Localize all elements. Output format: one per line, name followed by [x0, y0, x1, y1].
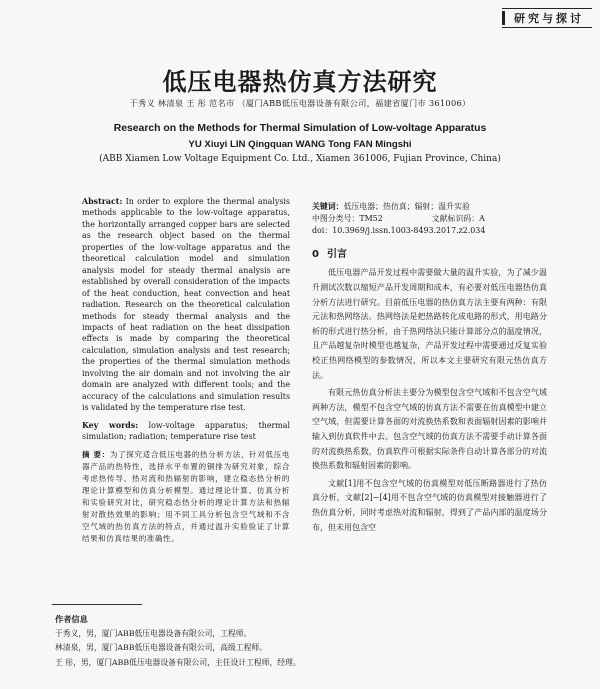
right-column — [312, 201, 547, 538]
doi: doi：10.3969/j.issn.1003-8493.2017.z2.034 — [312, 226, 486, 235]
author-info — [55, 612, 575, 670]
abstract-cn — [82, 449, 290, 545]
authors-en: YU Xiuyi LIN Qingquan WANG Tong FAN Mingshi — [188, 139, 412, 150]
keywords-en — [82, 420, 290, 443]
paper-title-cn: 低压电器热仿真方法研究 — [162, 68, 438, 96]
abstract-cn-label: 摘 要： — [82, 449, 110, 459]
intro-paragraph-1: 低压电器产品开发过程中需要做大量的温升实验，为了减少温升测试次数以缩短产品开发周期和成本，有必要对低压电器热仿真分析方法进行研究。目前低压电器的热仿真方法主要有两种：有限元法和热网络法。热网络法是把热路转化成电路的形式，用电路分析的形式进行热分析，由于热网络法只能计算部分点的温度情况，且产品越复杂时模型也越复杂，产品开发过程中需要通过反复实验校正热网络模型的参数情况，所以本文主要研究有限元热仿真方法。 — [312, 268, 547, 380]
affiliation-en: (ABB Xiamen Low Voltage Equipment Co. Ltd., Xiamen 361006, Fujian Province, China) — [99, 154, 501, 164]
abstract-cn-text: 为了探究适合低压电器的热分析方法，针对低压电器产品的热特性，选择水平布置的铜排为研究对象，综合考虑热传导、热对流和热辐射的影响，建立稳态热分析的理论计算模型和仿真分析模型。通过理论计算、仿真分析和实验研究对比，研究稳态热分析的理论计算方法和热辐射对散热效果的影响；用不同工具分析包含空气域和不含空气域的热仿真方法的特点，并通过温升实验验证了计算结果和仿真结果的准确性。 — [82, 449, 291, 543]
keywords-cn-label: 关键词： — [312, 202, 344, 211]
authors-cn: 于秀义 林清泉 王 彤 范名市 （厦门ABB低压电器设备有限公司，福建省厦门市 361006） — [129, 98, 471, 108]
keywords-cn-text: 低压电器；热仿真；辐射；温升实验 — [343, 202, 470, 211]
abstract-en — [82, 196, 290, 414]
author-info-line: 林清泉，男，厦门ABB低压电器设备有限公司，高级工程师。 — [55, 643, 268, 652]
author-info-line: 王 彤，男，厦门ABB低压电器设备有限公司，主任设计工程师，经理。 — [55, 657, 301, 667]
keywords-cn — [312, 201, 547, 213]
section-title: 引言 — [326, 249, 347, 260]
keywords-en-label: Key words: — [82, 420, 139, 430]
left-column — [82, 196, 290, 545]
section-number: 0 — [312, 249, 319, 260]
author-info-line: 于秀义，男，厦门ABB低压电器设备有限公司，工程师。 — [55, 628, 252, 638]
doc-code: 文献标识码：A — [431, 214, 485, 223]
section-tag — [502, 8, 592, 28]
abstract-en-label: Abstract: — [82, 197, 123, 206]
intro-paragraph-3: 文献[1]用不包含空气域的仿真模型对低压断路器进行了热仿真分析，文献[2]~[4]用不包含空气域的仿真模型对接触器进行了热仿真分析，同时考虑热对流和辐射，得到了产品内部的温度场分布，但未用包含空 — [312, 478, 547, 532]
section-tag-bar — [502, 11, 505, 25]
intro-paragraph-2: 有限元热仿真分析法主要分为模型包含空气域和不包含空气域两种方法，模型不包含空气域的仿真方法不需要在仿真模型中建立空气域，但需要计算各面的对流换热系数和表面辐射因素的影响并输入到仿真软件中去。包含空气域的仿真方法不需要手动计算各面的对流换热系数，仿真软件可根据实际条件自动计算各部分的对流换热系数和辐射因素的影响。 — [312, 388, 547, 471]
abstract-en-text: In order to explore the thermal analysis methods applicable to the low-voltage apparatus, the horizontally arranged copper bars are selected as the research object based on the thermal properties of the low-voltage apparatus and the theoretical calculation model and simulation analysis model for steady thermal analysis are established by overall consideration of the impacts of the heat conduction, heat convection and heat radiation. Research on the theoretical calculation methods for steady thermal analysis and the impacts of heat radiation on the heat dissipation effects is made by comparing the theoretical calculation, simulation analysis and test research; the properties of the thermal simulation methods involving the air domain and not involving the air domain are analyzed with different tools; and the accuracy of the calculations and simulation results is validated by the temperature rise test. — [82, 197, 290, 413]
author-info-title: 作者信息 — [55, 614, 88, 624]
classification-line — [312, 213, 547, 225]
section-heading — [312, 249, 547, 260]
clc-number: 中图分类号：TM52 — [312, 214, 383, 223]
footnote-rule — [52, 604, 142, 605]
keywords-en-text: low-voltage apparatus; thermal simulation; radiation; temperature rise test — [82, 420, 291, 442]
section-tag-label: 研究与探讨 — [514, 12, 584, 25]
paper-title-en: Research on the Methods for Thermal Simulation of Low-voltage Apparatus — [113, 123, 487, 134]
